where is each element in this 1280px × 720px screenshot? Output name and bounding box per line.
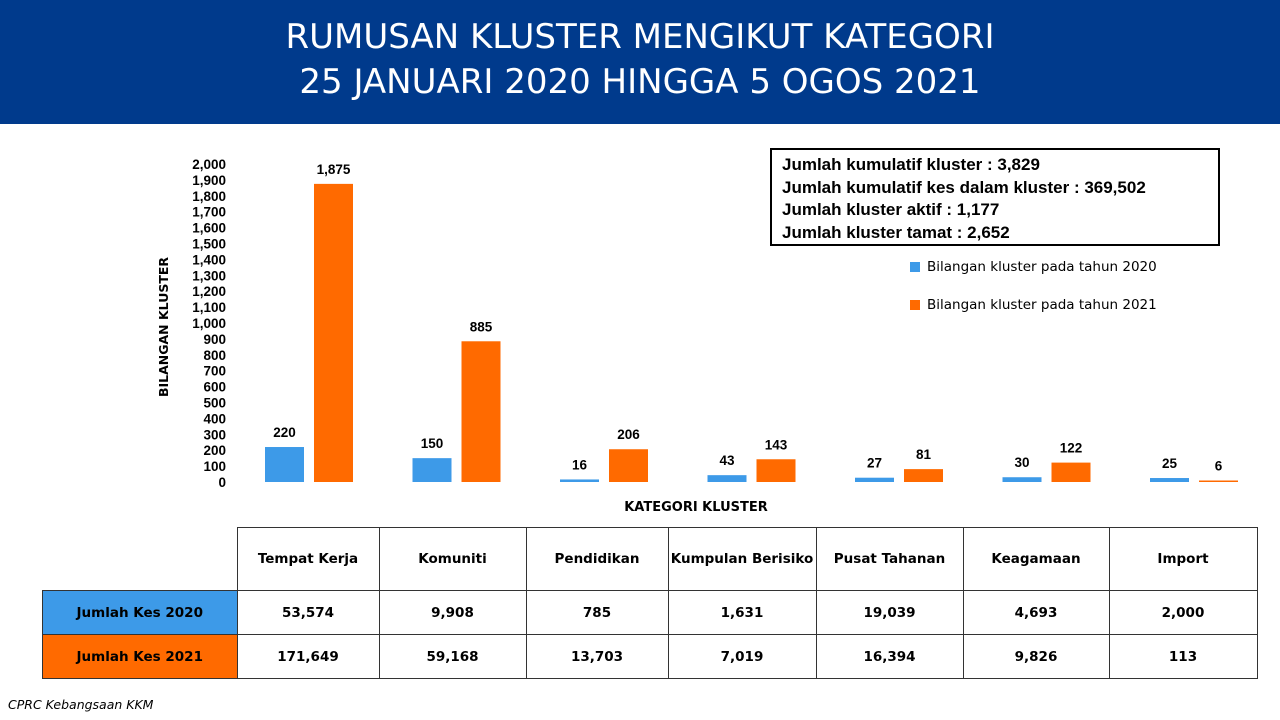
data-label-2020: 220 bbox=[273, 425, 296, 441]
y-tick-label: 100 bbox=[203, 459, 226, 475]
y-tick-label: 1,800 bbox=[192, 188, 226, 204]
table-header-cell: Tempat Kerja bbox=[237, 528, 379, 591]
legend-item-2021 bbox=[910, 297, 1157, 313]
table-header-cell: Keagamaan bbox=[963, 528, 1109, 591]
y-tick-label: 1,700 bbox=[192, 204, 226, 220]
y-tick-label: 0 bbox=[218, 475, 226, 490]
table-header-cell: Pendidikan bbox=[526, 528, 668, 591]
bar-2021 bbox=[609, 449, 648, 482]
y-tick-label: 400 bbox=[203, 411, 226, 427]
table-row-2021 bbox=[43, 635, 1258, 679]
y-tick-label: 1,400 bbox=[192, 252, 226, 268]
summary-cumulative-cases: Jumlah kumulatif kes dalam kluster : 369,502 bbox=[782, 177, 1146, 197]
summary-box bbox=[770, 148, 1220, 246]
data-label-2020: 30 bbox=[1014, 455, 1030, 471]
bar-2021 bbox=[757, 459, 796, 482]
table-cell: 53,574 bbox=[237, 591, 379, 635]
x-axis-label: KATEGORI KLUSTER bbox=[624, 500, 768, 515]
table-cell: 16,394 bbox=[816, 635, 963, 679]
table-header-cell: Komuniti bbox=[379, 528, 526, 591]
bar-2020 bbox=[1150, 478, 1189, 482]
page-title-line2: 25 JANUARI 2020 HINGGA 5 OGOS 2021 bbox=[299, 62, 981, 102]
y-tick-label: 800 bbox=[203, 347, 226, 363]
data-label-2021: 885 bbox=[469, 319, 493, 335]
y-tick-label: 300 bbox=[203, 427, 226, 443]
y-tick-label: 700 bbox=[203, 363, 226, 379]
bar-2021 bbox=[1199, 481, 1238, 483]
y-tick-label: 1,000 bbox=[192, 316, 226, 331]
table-row-2020 bbox=[43, 591, 1258, 635]
table-cell: 9,826 bbox=[963, 635, 1109, 679]
legend-label-2021: Bilangan kluster pada tahun 2021 bbox=[927, 297, 1157, 313]
cases-table bbox=[42, 527, 1258, 679]
table-corner-cell bbox=[43, 528, 238, 591]
data-label-2021: 81 bbox=[915, 447, 932, 463]
bar-2020 bbox=[560, 479, 599, 482]
bar-2021 bbox=[462, 341, 501, 482]
row-label-2021: Jumlah Kes 2021 bbox=[43, 635, 238, 679]
data-label-2020: 25 bbox=[1161, 456, 1178, 472]
table-cell: 113 bbox=[1109, 635, 1257, 679]
data-label-2021: 206 bbox=[617, 427, 640, 443]
table-cell: 7,019 bbox=[668, 635, 816, 679]
table-header-cell: Pusat Tahanan bbox=[816, 528, 963, 591]
table-cell: 13,703 bbox=[526, 635, 668, 679]
legend-label-2020: Bilangan kluster pada tahun 2020 bbox=[927, 259, 1157, 275]
y-tick-label: 600 bbox=[203, 379, 226, 395]
table-cell: 59,168 bbox=[379, 635, 526, 679]
y-axis-label: BILANGAN KLUSTER bbox=[156, 256, 171, 398]
y-tick-label: 1,500 bbox=[192, 236, 226, 252]
row-label-2020: Jumlah Kes 2020 bbox=[43, 591, 238, 635]
y-tick-label: 200 bbox=[203, 443, 226, 459]
table-cell: 4,693 bbox=[963, 591, 1109, 635]
table-cell: 1,631 bbox=[668, 591, 816, 635]
y-tick-label: 1,200 bbox=[192, 284, 226, 300]
table-cell: 9,908 bbox=[379, 591, 526, 635]
y-tick-label: 2,000 bbox=[192, 157, 226, 172]
source-footer: CPRC Kebangsaan KKM bbox=[8, 697, 154, 712]
summary-cumulative-clusters: Jumlah kumulatif kluster : 3,829 bbox=[782, 155, 1040, 174]
bar-2021 bbox=[314, 184, 353, 482]
table-header-cell: Kumpulan Berisiko bbox=[668, 528, 816, 591]
bar-2021 bbox=[1052, 463, 1091, 482]
bar-2020 bbox=[1003, 477, 1042, 482]
y-tick-label: 1,100 bbox=[192, 300, 226, 316]
table-header-row bbox=[43, 528, 1258, 591]
legend-item-2020 bbox=[910, 259, 1157, 275]
data-label-2021: 122 bbox=[1059, 440, 1083, 456]
y-tick-label: 1,900 bbox=[192, 172, 226, 188]
y-tick-label: 500 bbox=[203, 395, 226, 411]
summary-active-clusters: Jumlah kluster aktif : 1,177 bbox=[782, 200, 1000, 219]
data-label-2020: 27 bbox=[866, 455, 883, 471]
bar-2021 bbox=[904, 469, 943, 482]
legend-swatch-2021 bbox=[910, 300, 920, 310]
data-label-2020: 16 bbox=[571, 457, 588, 473]
table-cell: 785 bbox=[526, 591, 668, 635]
bar-2020 bbox=[708, 475, 747, 482]
data-label-2021: 6 bbox=[1214, 458, 1223, 474]
summary-ended-clusters: Jumlah kluster tamat : 2,652 bbox=[782, 222, 1010, 242]
y-tick-label: 1,300 bbox=[192, 268, 226, 284]
data-label-2020: 150 bbox=[420, 436, 444, 452]
table-header-cell: Import bbox=[1109, 528, 1257, 591]
table-cell: 2,000 bbox=[1109, 591, 1257, 635]
data-label-2021: 143 bbox=[764, 437, 788, 453]
title-banner bbox=[0, 0, 1280, 124]
table-cell: 171,649 bbox=[237, 635, 379, 679]
data-label-2021: 1,875 bbox=[316, 161, 351, 177]
data-label-2020: 43 bbox=[719, 453, 735, 469]
bar-2020 bbox=[855, 478, 894, 482]
y-tick-label: 1,600 bbox=[192, 220, 226, 236]
bar-2020 bbox=[265, 447, 304, 482]
bar-2020 bbox=[413, 458, 452, 482]
table-cell: 19,039 bbox=[816, 591, 963, 635]
page-title-line1: RUMUSAN KLUSTER MENGIKUT KATEGORI bbox=[285, 17, 995, 57]
legend-swatch-2020 bbox=[910, 262, 920, 272]
y-tick-label: 900 bbox=[203, 331, 226, 347]
